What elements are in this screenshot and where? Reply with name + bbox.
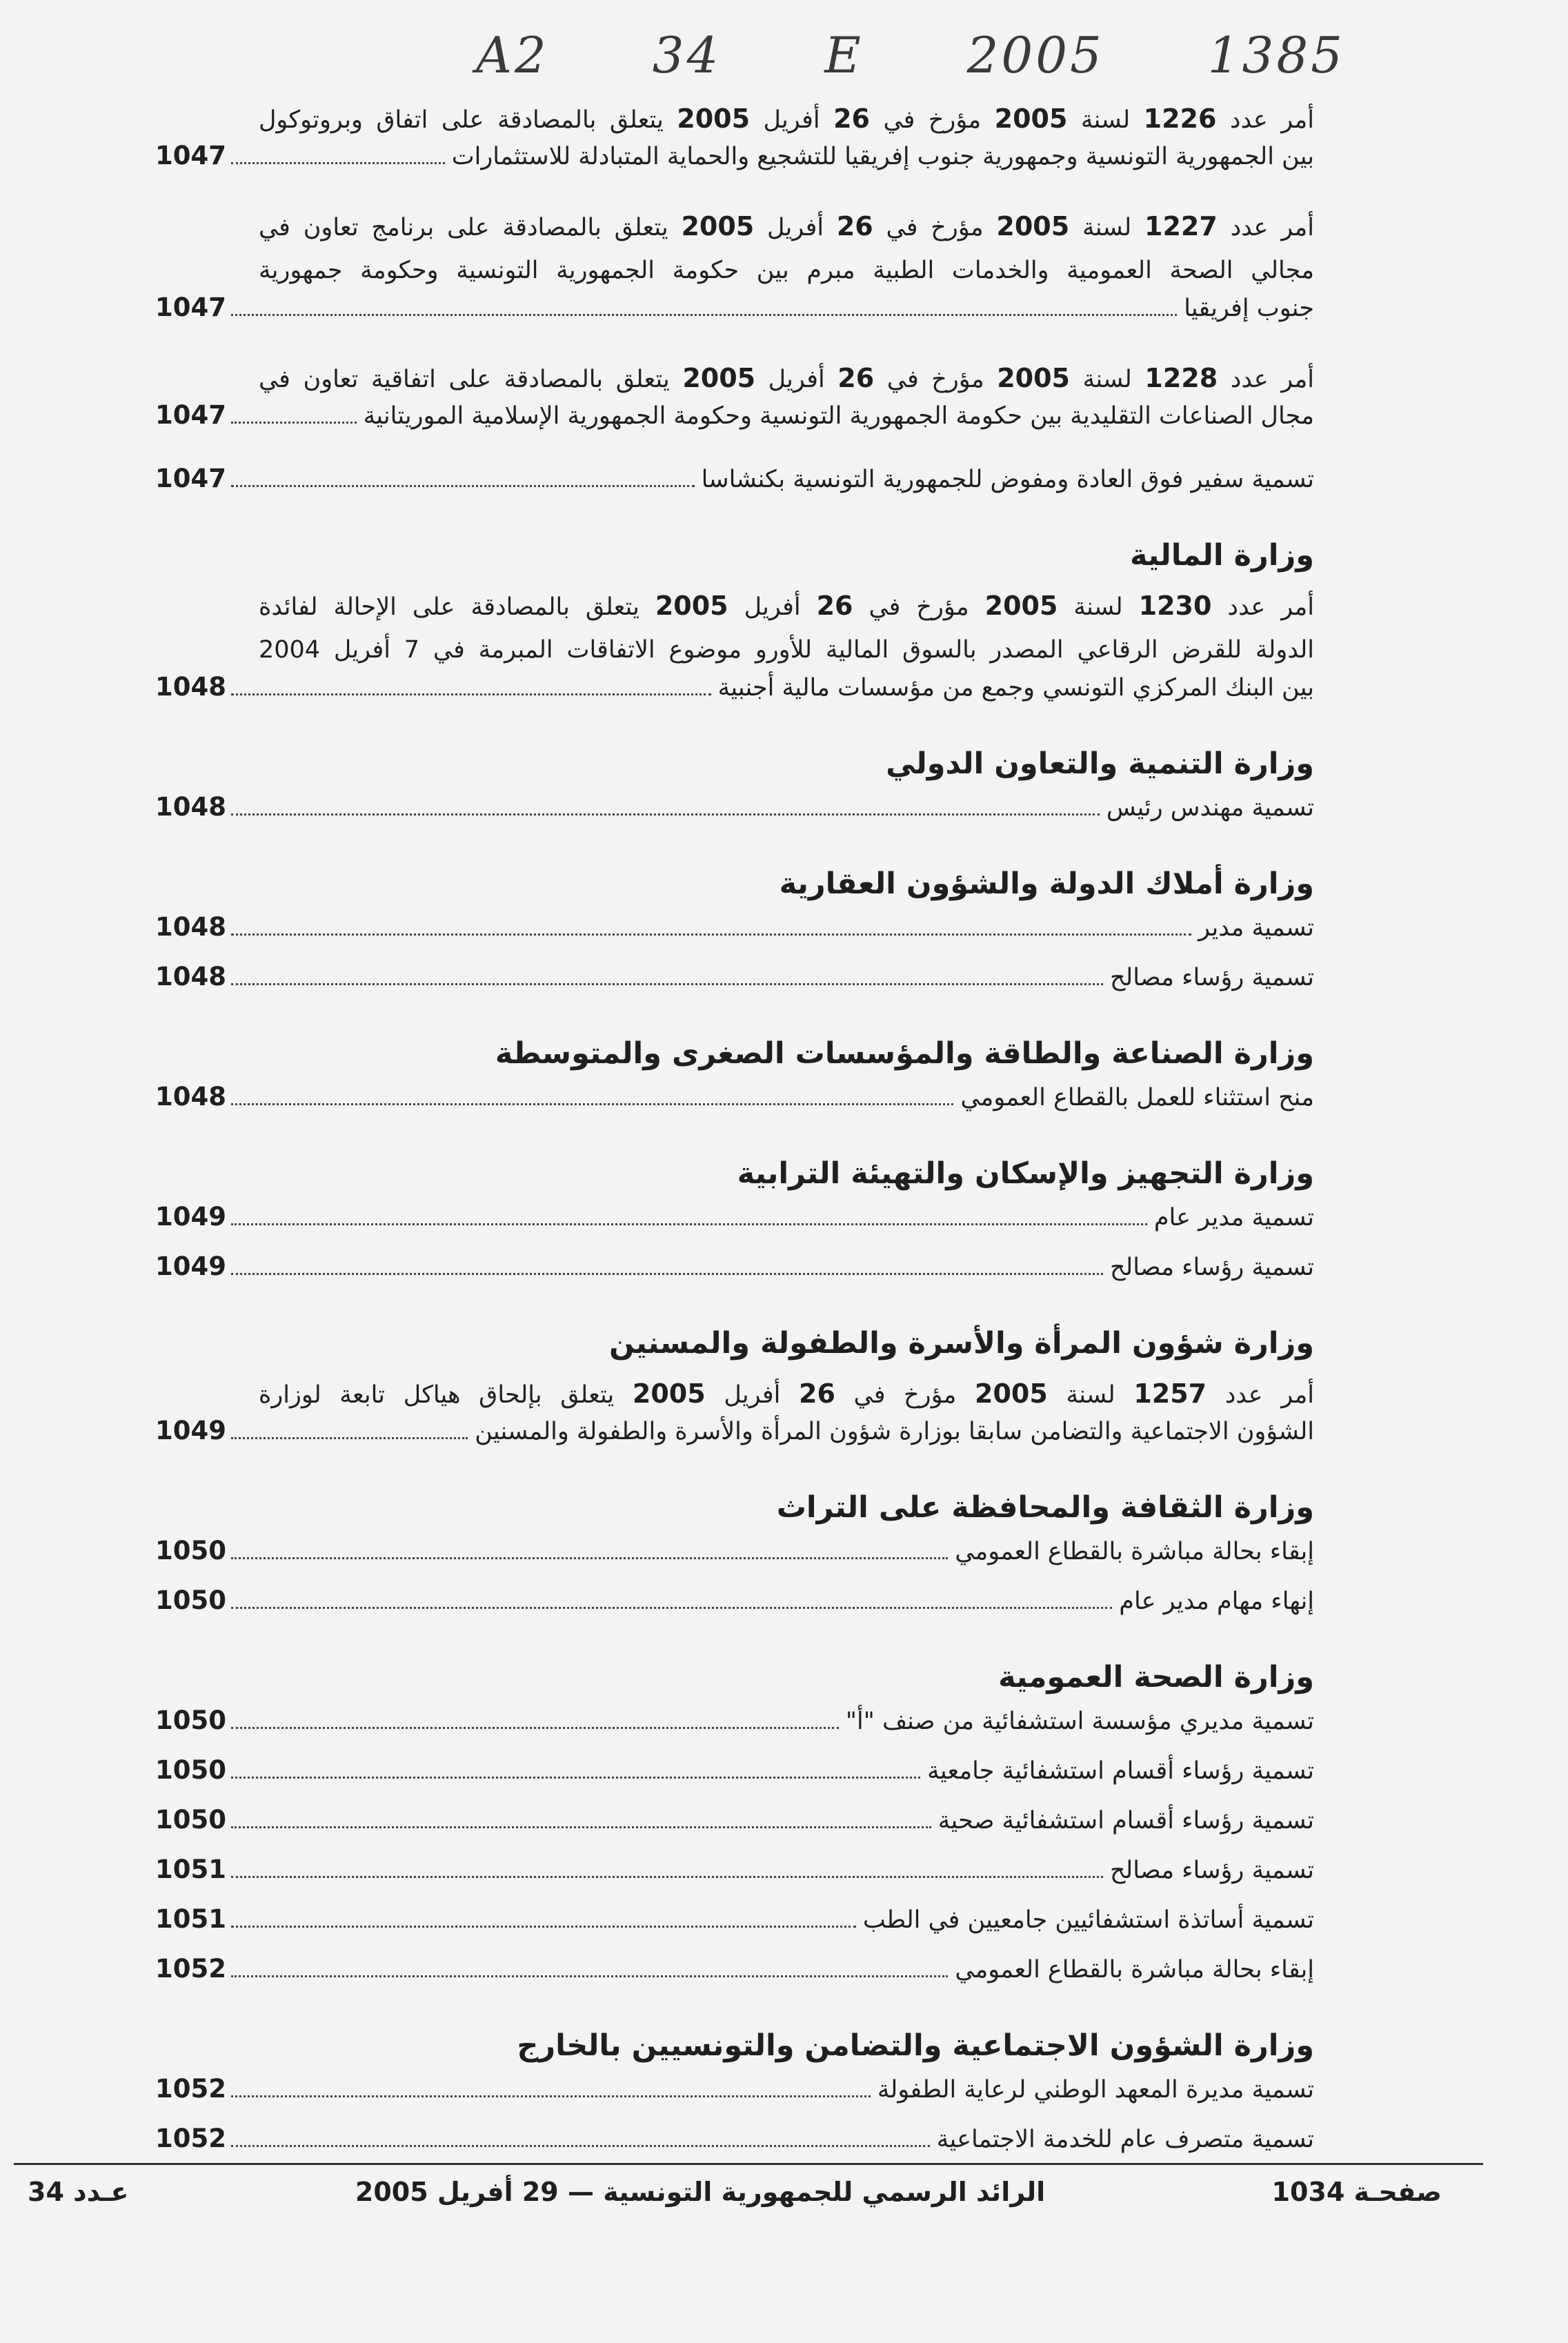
- toc-line: [155, 962, 1314, 1011]
- entry-text: أفريل: [705, 1381, 799, 1409]
- decree-number: 1230: [1138, 591, 1212, 621]
- toc-entry-text: منح استثناء للعمل بالقطاع العمومي: [960, 1084, 1314, 1111]
- entry-text-line: الدولة للقرض الرقاعي المصدر بالسوق المالية للأورو موضوع الاتفاقات المبرمة في 7 أفريل 2004: [259, 636, 1315, 664]
- toc-line: [155, 1536, 1314, 1585]
- toc-line: [155, 1585, 1314, 1635]
- toc-line: [155, 2074, 1314, 2124]
- entry-text: أمر عدد: [1216, 106, 1314, 134]
- toc-line: [155, 1954, 1314, 2004]
- toc-entry-text: جنوب إفريقيا: [1184, 295, 1314, 322]
- ministry-heading: وزارة التجهيز والإسكان والتهيئة الترابية: [737, 1156, 1314, 1191]
- toc-line: [155, 1755, 1314, 1805]
- toc-entry-text: تسمية رؤساء مصالح: [1109, 1857, 1314, 1884]
- toc-entry-text: تسمية رؤساء مصالح: [1109, 964, 1314, 991]
- decree-number: 1226: [1143, 103, 1217, 134]
- dot-leader: [231, 1876, 1103, 1878]
- entry-text: يتعلق بإلحاق هياكل تابعة لوزارة: [259, 1381, 633, 1409]
- dot-leader: [231, 813, 1100, 815]
- dot-leader: [231, 1727, 839, 1729]
- decree-number: 2005: [996, 211, 1070, 241]
- toc-entry-text: الشؤون الاجتماعية والتضامن سابقا بوزارة شؤون المرأة والأسرة والطفولة والمسنين: [475, 1418, 1314, 1445]
- page-ref: 1048: [155, 912, 226, 942]
- entry-text: لسنة: [1069, 366, 1145, 393]
- decree-number: 26: [837, 363, 875, 393]
- entry-text: أفريل: [750, 106, 834, 134]
- toc-entry-text: مجال الصناعات التقليدية بين حكومة الجمهورية التونسية وحكومة الجمهورية الإسلامية الموريتانية: [363, 402, 1314, 430]
- page-ref: 1048: [155, 962, 226, 991]
- toc-entry-text: بين البنك المركزي التونسي وجمع من مؤسسات مالية أجنبية: [717, 674, 1314, 702]
- entry-text: مؤرخ في: [835, 1381, 975, 1409]
- table-of-contents: [155, 97, 1314, 2173]
- handwritten-note: A2: [476, 26, 549, 84]
- entry-text: أفريل: [755, 366, 838, 393]
- decree-number: 26: [799, 1378, 835, 1409]
- entry-text: مؤرخ في: [873, 214, 997, 241]
- toc-line: [155, 1706, 1314, 1755]
- page-ref: 1048: [155, 672, 226, 702]
- entry-text-line: [155, 97, 1314, 141]
- entry-text: يتعلق بالمصادقة على الإحالة لفائدة: [259, 593, 655, 621]
- handwritten-annotation: [476, 14, 1345, 97]
- page-ref: 1049: [155, 1252, 226, 1281]
- decree-number: 1228: [1144, 363, 1218, 393]
- toc-line: [155, 141, 1314, 190]
- dot-leader: [231, 1777, 920, 1779]
- ministry-heading: وزارة شؤون المرأة والأسرة والطفولة والمسنين: [608, 1326, 1314, 1361]
- toc-entry-text: تسمية أساتذة استشفائيين جامعيين في الطب: [862, 1906, 1314, 1934]
- page-ref: 1050: [155, 1805, 226, 1835]
- dot-leader: [231, 2095, 871, 2097]
- dot-leader: [231, 485, 695, 487]
- dot-leader: [231, 1926, 856, 1928]
- toc-entry: [155, 1372, 1314, 1465]
- entry-text: أمر عدد: [1207, 1381, 1314, 1409]
- toc-entry: [155, 204, 1314, 342]
- ministry-heading: وزارة الثقافة والمحافظة على التراث: [776, 1490, 1314, 1525]
- toc-line: [155, 293, 1314, 342]
- toc-line: [155, 1082, 1314, 1131]
- toc-line: [155, 1904, 1314, 1954]
- ministry-heading: وزارة التنمية والتعاون الدولي: [886, 747, 1314, 781]
- entry-text: أمر عدد: [1218, 366, 1314, 393]
- dot-leader: [231, 983, 1103, 985]
- dot-leader: [231, 1557, 948, 1559]
- decree-number: 2005: [677, 103, 751, 134]
- page-ref: 1048: [155, 1082, 226, 1111]
- handwritten-note: E: [824, 26, 864, 84]
- page-ref: 1048: [155, 792, 226, 822]
- toc-entry-text: تسمية مديرة المعهد الوطني لرعاية الطفولة: [877, 2076, 1314, 2104]
- decree-number: 2005: [975, 1378, 1048, 1409]
- decree-number: 26: [836, 211, 873, 241]
- decree-number: 1257: [1133, 1378, 1207, 1409]
- toc-entry-text: تسمية رؤساء مصالح: [1109, 1254, 1314, 1281]
- dot-leader: [231, 162, 445, 164]
- toc-entry-text: تسمية مدير: [1198, 914, 1314, 942]
- dot-leader: [231, 693, 711, 695]
- dot-leader: [231, 1223, 1147, 1225]
- decree-number: 2005: [632, 1378, 706, 1409]
- ministry-heading: وزارة الشؤون الاجتماعية والتضامن والتونسيين بالخارج: [517, 2028, 1314, 2063]
- dot-leader: [231, 1273, 1103, 1275]
- decree-number: 26: [816, 591, 853, 621]
- entry-text: أمر عدد: [1211, 593, 1314, 621]
- toc-entry-text: إنهاء مهام مدير عام: [1119, 1588, 1314, 1615]
- entry-text: مؤرخ في: [874, 366, 998, 393]
- ministry-heading: وزارة الصحة العمومية: [998, 1660, 1314, 1694]
- toc-line: [155, 1805, 1314, 1855]
- ministry-heading: وزارة أملاك الدولة والشؤون العقارية: [779, 867, 1314, 901]
- toc-line: [155, 1252, 1314, 1301]
- page-ref: 1051: [155, 1904, 226, 1934]
- dot-leader: [231, 314, 1177, 316]
- toc-entry-text: تسمية رؤساء أقسام استشفائية جامعية: [927, 1757, 1314, 1785]
- journal-title: الرائد الرسمي للجمهورية التونسية — 29 أفريل 2005: [355, 2177, 1046, 2207]
- page-ref: 1047: [155, 400, 226, 430]
- footer-divider: [14, 2163, 1483, 2165]
- entry-text: لسنة: [1067, 106, 1144, 134]
- page-ref: 1050: [155, 1585, 226, 1615]
- toc-line: [155, 1202, 1314, 1252]
- toc-line: [155, 464, 1314, 513]
- toc-line: [155, 912, 1314, 962]
- decree-number: 26: [833, 103, 870, 134]
- decree-number: 2005: [655, 591, 728, 621]
- toc-entry-text: تسمية رؤساء أقسام استشفائية صحية: [937, 1807, 1314, 1835]
- decree-number: 2005: [984, 591, 1058, 621]
- entry-text: يتعلق بالمصادقة على اتفاق وبروتوكول: [259, 106, 677, 134]
- entry-text: لسنة: [1047, 1381, 1134, 1409]
- toc-line: [155, 1416, 1314, 1465]
- dot-leader: [231, 1826, 931, 1828]
- handwritten-note: 2005: [966, 26, 1104, 84]
- page-ref: 1049: [155, 1416, 226, 1445]
- toc-line: [155, 792, 1314, 842]
- page-ref: 1052: [155, 2074, 226, 2104]
- ministry-heading: وزارة الصناعة والطاقة والمؤسسات الصغرى والمتوسطة: [495, 1036, 1314, 1071]
- entry-text: لسنة: [1058, 593, 1139, 621]
- handwritten-note: 1385: [1207, 26, 1345, 84]
- dot-leader: [231, 422, 357, 424]
- entry-text-line: مجالي الصحة العمومية والخدمات الطبية مبرم بين حكومة الجمهورية التونسية وحكومة جمهورية: [259, 257, 1314, 284]
- toc-entry: [155, 97, 1314, 190]
- toc-line: [155, 400, 1314, 450]
- page-ref: 1047: [155, 141, 226, 170]
- toc-entry-text: تسمية سفير فوق العادة ومفوض للجمهورية التونسية بكنشاسا: [701, 466, 1314, 493]
- dot-leader: [231, 1975, 948, 1977]
- issue-number: عـدد 34: [28, 2177, 129, 2207]
- toc-entry: [155, 584, 1314, 722]
- dot-leader: [231, 933, 1191, 936]
- entry-text: أمر عدد: [1217, 214, 1315, 241]
- page-ref: 1050: [155, 1755, 226, 1785]
- decree-number: 2005: [994, 103, 1068, 134]
- toc-entry-text: تسمية متصرف عام للخدمة الاجتماعية: [936, 2126, 1314, 2153]
- toc-entry-text: إبقاء بحالة مباشرة بالقطاع العمومي: [955, 1956, 1314, 1984]
- page-ref: 1051: [155, 1855, 226, 1884]
- entry-text-line: [155, 1372, 1314, 1416]
- toc-entry-text: بين الجمهورية التونسية وجمهورية جنوب إفريقيا للتشجيع والحماية المتبادلة للاستثمارات: [451, 143, 1314, 170]
- dot-leader: [231, 1607, 1112, 1609]
- page-footer: [28, 2177, 1442, 2207]
- decree-number: 2005: [997, 363, 1070, 393]
- entry-text: يتعلق بالمصادقة على اتفاقية تعاون في: [259, 366, 683, 393]
- toc-entry-text: تسمية مهندس رئيس: [1106, 794, 1314, 822]
- page-ref: 1047: [155, 464, 226, 493]
- page-ref: 1047: [155, 293, 226, 322]
- entry-text-line: [155, 204, 1314, 248]
- page-number: صفحـة 1034: [1271, 2177, 1442, 2207]
- decree-number: 2005: [681, 211, 755, 241]
- entry-text: مؤرخ في: [853, 593, 985, 621]
- toc-entry: [155, 464, 1314, 513]
- entry-text: أفريل: [728, 593, 817, 621]
- toc-entry-text: تسمية مدير عام: [1153, 1204, 1314, 1232]
- page-ref: 1052: [155, 2124, 226, 2153]
- dot-leader: [231, 1103, 953, 1105]
- toc-line: [155, 672, 1314, 722]
- toc-line: [155, 1855, 1314, 1904]
- page-ref: 1049: [155, 1202, 226, 1232]
- toc-entry: [155, 356, 1314, 450]
- decree-number: 1227: [1144, 211, 1218, 241]
- entry-text: لسنة: [1069, 214, 1144, 241]
- entry-text: مؤرخ في: [869, 106, 995, 134]
- dot-leader: [231, 2145, 930, 2147]
- entry-text-line: [155, 356, 1314, 400]
- toc-line: [155, 2124, 1314, 2173]
- toc-entry-text: إبقاء بحالة مباشرة بالقطاع العمومي: [955, 1538, 1314, 1565]
- page-ref: 1050: [155, 1706, 226, 1735]
- entry-text: أفريل: [754, 214, 837, 241]
- page-ref: 1052: [155, 1954, 226, 1984]
- ministry-heading: وزارة المالية: [1130, 538, 1314, 573]
- handwritten-note: 34: [652, 26, 722, 84]
- decree-number: 2005: [682, 363, 756, 393]
- toc-entry-text: تسمية مديري مؤسسة استشفائية من صنف "أ": [845, 1708, 1314, 1735]
- entry-text-line: [155, 584, 1314, 628]
- page-ref: 1050: [155, 1536, 226, 1565]
- dot-leader: [231, 1437, 468, 1439]
- entry-text: يتعلق بالمصادقة على برنامج تعاون في: [259, 214, 682, 241]
